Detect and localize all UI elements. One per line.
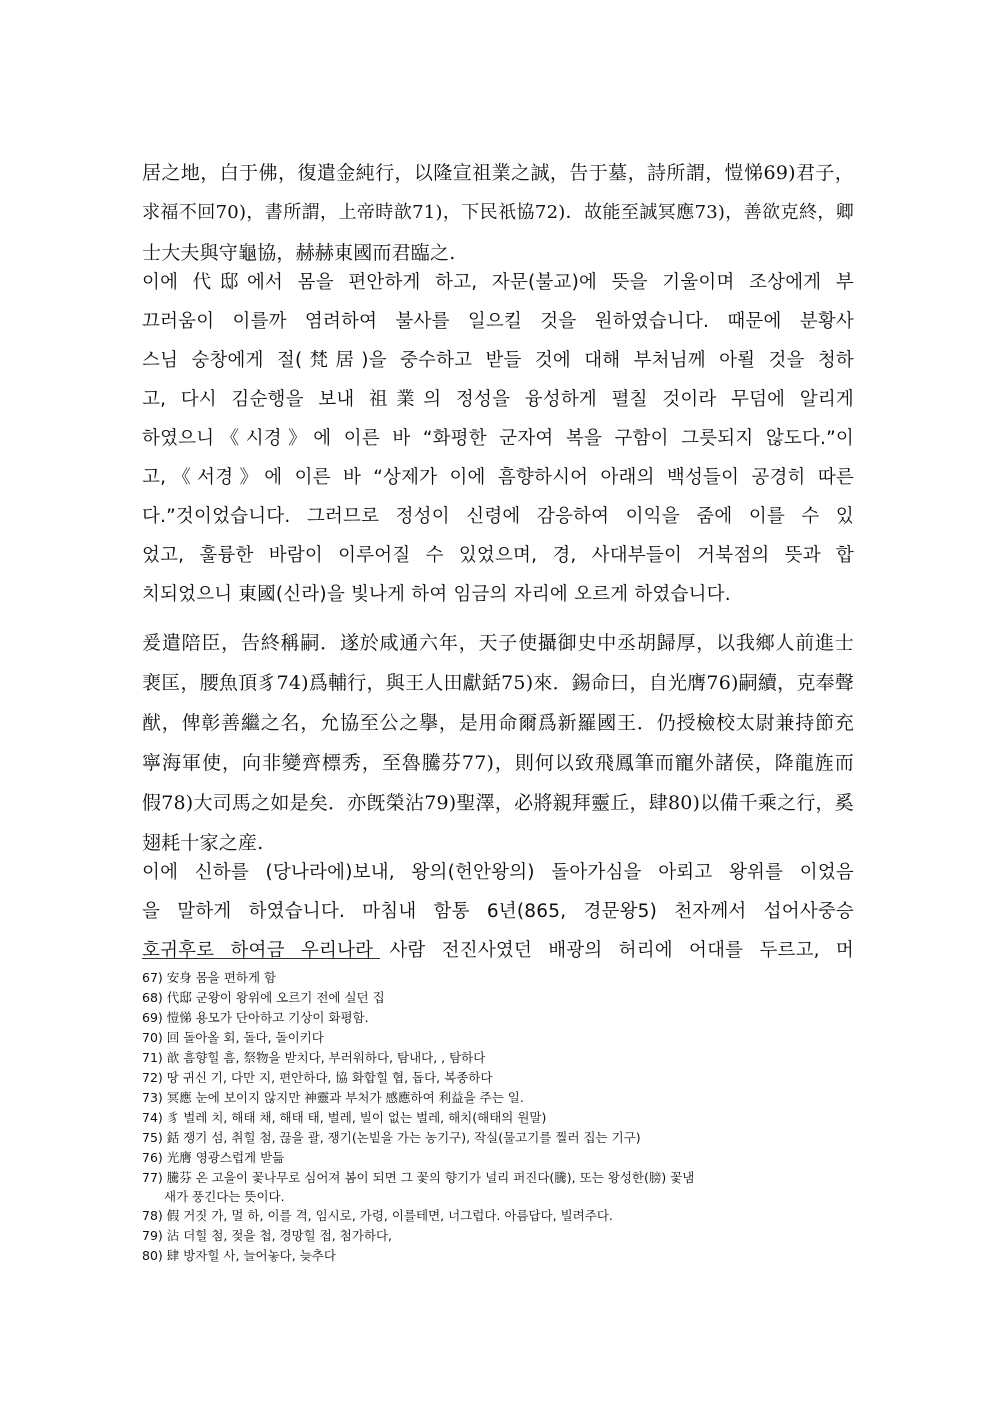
korean-line: 고, 다시 김순행을 보내 祖業의 정성을 융성하게 펼칠 것이라 무덤에 알리게	[142, 389, 854, 410]
korean-line: 을 말하게 하였습니다. 마침내 함통 6년(865, 경문왕5) 천자께서 섭어사중승	[142, 901, 854, 922]
korean-line: 이에 신하를 (당나라에)보내, 왕의(헌안왕의) 돌아가심을 아뢰고 왕위를 이었음	[142, 862, 854, 883]
korean-line: 하였으니《시경》에 이른 바 “화평한 군자여 복을 구함이 그릇되지 않도다.”이	[142, 428, 854, 449]
korean-line: 다.”것이었습니다. 그러므로 정성이 신령에 감응하여 이익을 줌에 이를 수 있	[142, 506, 854, 527]
korean-line: 스님 숭창에게 절(梵居)을 중수하고 받들 것에 대해 부처님께 아뢸 것을 청하	[142, 350, 854, 371]
footnote: 67) 安身 몸을 편하게 함	[142, 970, 277, 985]
hanja-line: 翅耗十家之産.	[142, 832, 264, 854]
hanja-line: 裵匡，腰魚頂豸74)爲輔行，與王人田獻銛75)來．錫命曰，自光膺76)嗣續，克奉聲	[142, 672, 854, 694]
korean-line: 이에 代邸에서 몸을 편안하게 하고, 자문(불교)에 뜻을 기울이며 조상에게 부	[142, 272, 854, 293]
footnote: 78) 假 거짓 가, 멀 하, 이를 격, 임시로, 가령, 이를테면, 너그럽다. 아름답다, 빌려주다.	[142, 1208, 613, 1223]
korean-line: 끄러움이 이를까 염려하여 불사를 일으킬 것을 원하였습니다. 때문에 분황사	[142, 311, 854, 332]
footnote: 79) 沾 더힐 첨, 젖을 첩, 경망힐 접, 첨가하다,	[142, 1228, 393, 1243]
footnote: 69) 愷悌 용모가 단아하고 기상이 화평함.	[142, 1010, 369, 1025]
hanja-line: 求福不回70)，書所謂，上帝時歆71)，下民祇協72)．故能至誠冥應73)，善欲克終，卿	[142, 202, 854, 223]
hanja-line: 爰遣陪臣，告終稱嗣．遂於咸通六年，天子使攝御史中丞胡歸厚，以我鄉人前進士	[142, 632, 854, 654]
korean-line: 었고, 훌륭한 바람이 이루어질 수 있었으며, 경, 사대부들이 거북점의 뜻과 합	[142, 545, 854, 566]
footnote: 77) 騰芬 온 고을이 꽃나무로 심어져 봄이 되면 그 꽃의 향기가 널리 퍼진다(騰), 또는 왕성한(膀) 꽃냄	[142, 1170, 695, 1185]
footnote: 75) 銛 쟁기 섬, 취힐 첨, 끊을 괄, 쟁기(논빝을 가는 농기구), 작실(물고기를 찔러 집는 기구)	[142, 1130, 641, 1145]
footnote: 72) 땅 귀신 기, 다만 지, 편안하다, 協 화합힐 협, 돕다, 복종하다	[142, 1070, 493, 1085]
footnote: 68) 代邸 군왕이 왕위에 오르기 전에 실던 집	[142, 990, 385, 1005]
hanja-line: 猷，俾彰善繼之名，允協至公之擧，是用命爾爲新羅國王．仍授檢校太尉兼持節充	[142, 712, 854, 734]
footnote: 73) 冥應 눈에 보이지 않지만 神靈과 부처가 感應하여 利益을 주는 일.	[142, 1090, 524, 1105]
korean-line: 호귀후로 하여금 우리나라 사람 전진사였던 배광의 허리에 어대를 두르고, 머	[142, 940, 854, 961]
footnote: 70) 回 돌아올 회, 돌다, 돌이키다	[142, 1030, 324, 1045]
hanja-line: 寧海軍使，向非變齊標秀，至魯騰芬77)，則何以致飛鳳筆而寵外諸侯，降龍旌而	[142, 752, 854, 774]
korean-line: 고,《서경》에 이른 바 “상제가 이에 흠향하시어 아래의 백성들이 공경히 따른	[142, 467, 854, 488]
hanja-line: 士大夫與守龜協，赫赫東國而君臨之.	[142, 242, 456, 264]
hanja-line: 居之地，白于佛，復遣金純行，以隆宣祖業之誠，告于墓，詩所謂，愷悌69)君子，	[142, 162, 854, 184]
footnote: 80) 肆 방자힐 사, 늘어놓다, 늦추다	[142, 1248, 336, 1263]
footnote-divider	[142, 958, 380, 959]
footnote: 74) 豸 벌레 치, 해태 채, 해태 태, 벌레, 빌이 없는 벌레, 해치(해태의 원말)	[142, 1110, 547, 1125]
footnote: 76) 光膺 영광스럽게 받듦	[142, 1150, 285, 1165]
hanja-line: 假78)大司馬之如是矣．亦旣榮沾79)聖澤，必將親拜靈丘，肆80)以備千乘之行，奚	[142, 792, 854, 814]
korean-line: 치되었으니 東國(신라)을 빛나게 하여 임금의 자리에 오르게 하였습니다.	[142, 584, 731, 605]
footnote-continuation: 새가 풍긴다는 뜻이다.	[164, 1189, 285, 1204]
footnote: 71) 歆 흠향힐 흠, 祭物을 받치다, 부러워하다, 탐내다, , 탐하다	[142, 1050, 486, 1065]
